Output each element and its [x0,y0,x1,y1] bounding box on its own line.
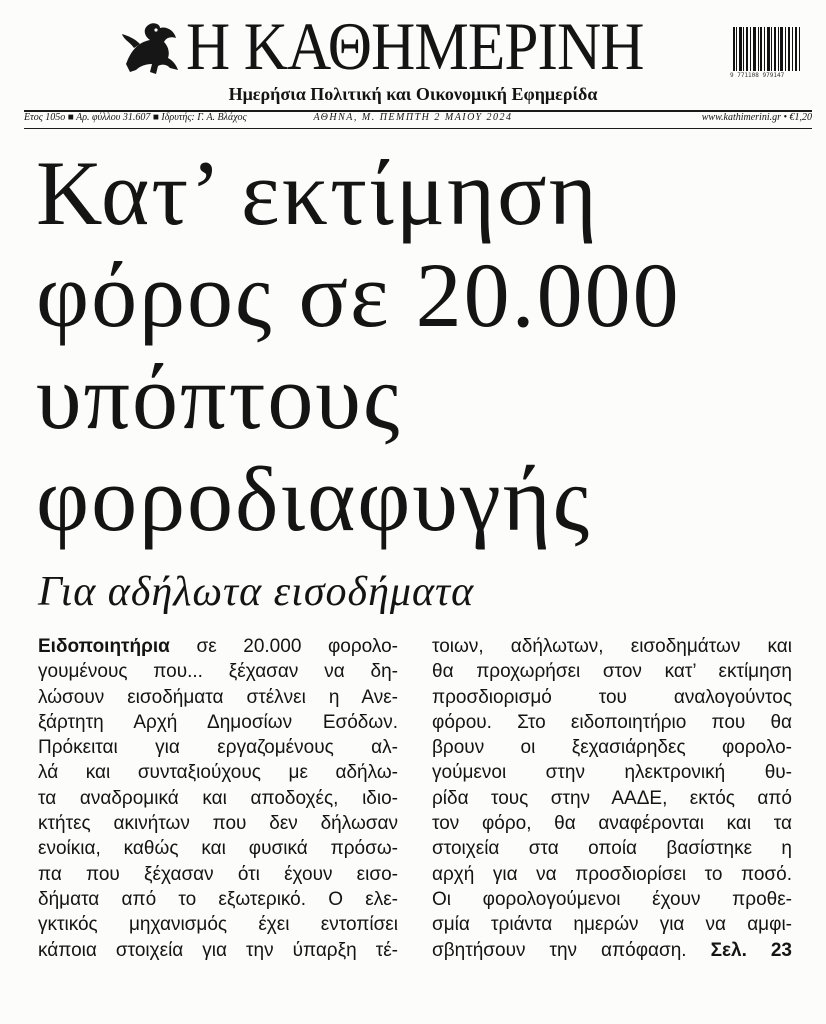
text-line: θα προχωρήσει στον κατ’ εκτίμηση [432,661,792,683]
text-fragment: σβητήσουν την απόφαση. [432,939,711,961]
masthead-title: Η ΚΑΘΗΜΕΡΙΝΗ [186,8,644,84]
text-line: στοιχεία στα οποία βασίστηκε η [432,838,792,860]
text-line: φόρου. Στο ειδοποιητήριο που θα [432,711,792,733]
text-line: κάποια στοιχεία για την ύπαρξη τέ- [38,939,398,961]
text-line: γούμενοι στην ηλεκτρονική θυ- [432,762,792,784]
text-line: δήματα από το εξωτερικό. Ο ελε- [38,888,398,910]
text-line: γκτικός μηχανισμός έχει εντοπίσει [38,914,398,936]
text-fragment: σε 20.000 φορολο- [169,636,398,657]
text-line: προσδιορισμό του αναλογούντος [432,686,792,708]
text-line: σμία τριάντα ημερών για να αμφι- [432,914,792,936]
kicker: Ειδοποιητήρια [38,636,170,657]
issue-info: Ετος 105ο ■ Αρ. φύλλου 31.607 ■ Ιδρυτής: Γ. Α. Βλάχος [24,112,247,123]
griffin-icon [120,18,182,78]
barcode-icon [732,24,802,78]
headline [36,142,806,550]
text-line: λώσουν εισοδήματα στέλνει η Ανε- [38,686,398,708]
text-line: κτήτες ακινήτων που δεν δήλωσαν [38,813,398,835]
dateline: ΑΘΗΝΑ, Μ. ΠΕΜΠΤΗ 2 ΜΑΪΟΥ 2024 [313,112,513,123]
text-line: βρουν οι ξεχασιάρηδες φορολο- [432,737,792,759]
text-line: τα αναδρομικά και αποδοχές, ιδιο- [38,787,398,809]
text-line: Πρόκειται για εργαζομένους αλ- [38,737,398,759]
masthead-tagline: Ημερήσια Πολιτική και Οικονομική Εφημερίδα [228,84,598,104]
text-line: Οι φορολογούμενοι έχουν προθε- [432,888,792,910]
page-reference[interactable]: Σελ. 23 [710,939,792,961]
divider [24,128,812,129]
text-line [432,938,792,963]
text-line: λά και συνταξιούχους με αδήλω- [38,762,398,784]
text-line: αρχή για να προσδιορίσει το ποσό. [432,863,792,885]
text-line [38,634,398,659]
headline-line: Κατ’ εκτίμηση [36,142,599,244]
headline-line: φόρος σε 20.000 [36,244,681,346]
barcode-digits: 9 771108 979147 [730,72,785,79]
text-line: ενοίκια, καθώς και φυσικά πρόσω- [38,838,398,860]
subheadline: Για αδήλωτα εισοδήματα [38,569,475,615]
headline-line: φοροδιαφυγής [36,448,592,550]
article-column-2 [432,634,792,963]
text-line: ρίδα τους στην ΑΑΔΕ, εκτός από [432,787,792,809]
text-line: τον φόρο, θα αναφέρονται και τα [432,813,792,835]
headline-line: υπόπτους [36,346,402,448]
article-column-1 [38,634,398,963]
text-line: γουμένους που... ξέχασαν να δη- [38,661,398,683]
text-line: τοιων, αδήλωτων, εισοδημάτων και [432,636,792,657]
website-price: www.kathimerini.gr • €1,20 [701,112,812,123]
text-line: πα που ξέχασαν ότι έχουν εισο- [38,863,398,885]
text-line: ξάρτητη Αρχή Δημοσίων Εσόδων. [38,711,398,733]
